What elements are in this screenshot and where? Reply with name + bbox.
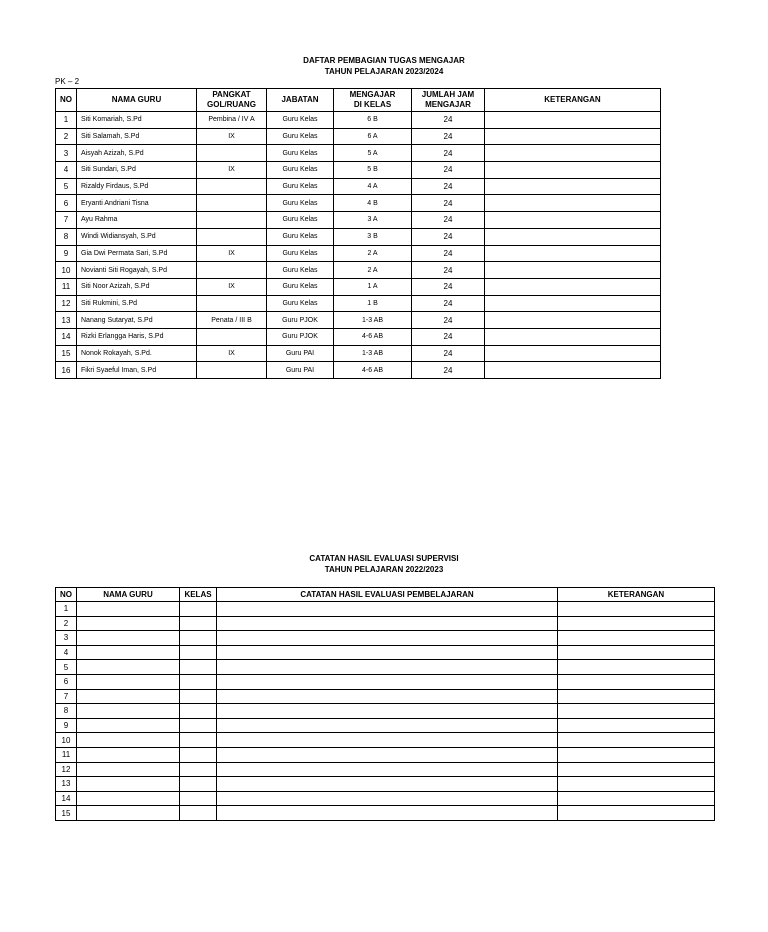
table-row: [56, 195, 661, 212]
cell-kelas: [180, 806, 217, 821]
cell-keterangan: [485, 112, 661, 129]
supervision-title-line1: CATATAN HASIL EVALUASI SUPERVISI: [309, 554, 459, 563]
cell-nama-guru: [77, 616, 180, 631]
cell-no: 6: [56, 674, 77, 689]
cell-keterangan: [558, 762, 715, 777]
cell-catatan: [217, 762, 558, 777]
header-no: NO: [56, 89, 77, 112]
cell-nama-guru: [77, 806, 180, 821]
cell-kelas: 4 A: [334, 178, 412, 195]
cell-no: 12: [56, 295, 77, 312]
table-row: [56, 245, 661, 262]
header-jumlah-jam: [412, 89, 485, 112]
cell-catatan: [217, 806, 558, 821]
cell-jabatan: Guru Kelas: [267, 212, 334, 229]
cell-no: 8: [56, 704, 77, 719]
table-row: [56, 262, 661, 279]
teaching-assignment-body: [56, 112, 661, 379]
table-row: [56, 145, 661, 162]
cell-keterangan: [558, 806, 715, 821]
cell-nama-guru: Nanang Sutaryat, S.Pd: [77, 312, 197, 329]
cell-nama-guru: Siti Noor Azizah, S.Pd: [77, 278, 197, 295]
cell-no: 14: [56, 328, 77, 345]
table-row: [56, 777, 715, 792]
cell-catatan: [217, 616, 558, 631]
cell-kelas: 4 B: [334, 195, 412, 212]
cell-nama-guru: [77, 689, 180, 704]
table-row: [56, 631, 715, 646]
cell-keterangan: [558, 689, 715, 704]
cell-kelas: 4-6 AB: [334, 362, 412, 379]
cell-kelas: [180, 762, 217, 777]
header-mengajar-line2: DI KELAS: [353, 100, 392, 109]
table-row: [56, 602, 715, 617]
cell-kelas: 6 B: [334, 112, 412, 129]
cell-nama-guru: Aisyah Azizah, S.Pd: [77, 145, 197, 162]
cell-kelas: [180, 616, 217, 631]
cell-kelas: 1 A: [334, 278, 412, 295]
cell-no: 10: [56, 733, 77, 748]
schedule-title-line2: TAHUN PELAJARAN 2023/2024: [324, 67, 444, 76]
cell-nama-guru: [77, 762, 180, 777]
cell-no: 11: [56, 278, 77, 295]
header-kelas: KELAS: [180, 588, 217, 602]
cell-catatan: [217, 689, 558, 704]
cell-jabatan: Guru Kelas: [267, 245, 334, 262]
schedule-title-line1: DAFTAR PEMBAGIAN TUGAS MENGAJAR: [303, 56, 465, 65]
cell-kelas: 1 B: [334, 295, 412, 312]
table-row: [56, 674, 715, 689]
cell-keterangan: [558, 645, 715, 660]
table-row: [56, 689, 715, 704]
cell-keterangan: [558, 718, 715, 733]
cell-pangkat: [197, 328, 267, 345]
cell-kelas: [180, 660, 217, 675]
cell-no: 4: [56, 162, 77, 179]
cell-nama-guru: Fikri Syaeful Iman, S.Pd: [77, 362, 197, 379]
cell-nama-guru: [77, 674, 180, 689]
cell-jabatan: Guru Kelas: [267, 278, 334, 295]
cell-nama-guru: Nonok Rokayah, S.Pd.: [77, 345, 197, 362]
cell-pangkat: [197, 178, 267, 195]
cell-keterangan: [485, 228, 661, 245]
cell-kelas: 1-3 AB: [334, 312, 412, 329]
table-row: [56, 791, 715, 806]
cell-nama-guru: Rizaldy Firdaus, S.Pd: [77, 178, 197, 195]
cell-no: 2: [56, 616, 77, 631]
header-pangkat-line2: GOL/RUANG: [207, 100, 256, 109]
cell-kelas: [180, 733, 217, 748]
cell-catatan: [217, 718, 558, 733]
cell-kelas: 3 A: [334, 212, 412, 229]
cell-nama-guru: [77, 660, 180, 675]
cell-keterangan: [485, 245, 661, 262]
table-row: [56, 718, 715, 733]
table-row: [56, 128, 661, 145]
cell-jabatan: Guru Kelas: [267, 295, 334, 312]
table-row: [56, 806, 715, 821]
cell-nama-guru: [77, 791, 180, 806]
cell-kelas: 2 A: [334, 245, 412, 262]
header-nama-guru: NAMA GURU: [77, 588, 180, 602]
cell-keterangan: [558, 704, 715, 719]
table-row: [56, 616, 715, 631]
supervision-title: [0, 553, 768, 575]
cell-pangkat: [197, 262, 267, 279]
cell-no: 9: [56, 245, 77, 262]
cell-jumlah-jam: 24: [412, 228, 485, 245]
cell-jumlah-jam: 24: [412, 162, 485, 179]
cell-keterangan: [485, 145, 661, 162]
cell-jabatan: Guru Kelas: [267, 195, 334, 212]
cell-kelas: 5 A: [334, 145, 412, 162]
header-pangkat-line1: PANGKAT: [212, 90, 251, 99]
cell-nama-guru: [77, 747, 180, 762]
cell-keterangan: [558, 616, 715, 631]
cell-kelas: [180, 704, 217, 719]
cell-keterangan: [558, 660, 715, 675]
cell-no: 11: [56, 747, 77, 762]
cell-pangkat: [197, 295, 267, 312]
cell-nama-guru: [77, 704, 180, 719]
table-row: [56, 178, 661, 195]
table-row: [56, 295, 661, 312]
cell-pangkat: Pembina / IV A: [197, 112, 267, 129]
cell-jumlah-jam: 24: [412, 112, 485, 129]
cell-no: 1: [56, 602, 77, 617]
cell-jumlah-jam: 24: [412, 178, 485, 195]
schedule-title: [0, 55, 768, 77]
cell-pangkat: [197, 212, 267, 229]
cell-nama-guru: Eryanti Andriani Tisna: [77, 195, 197, 212]
cell-nama-guru: Siti Komariah, S.Pd: [77, 112, 197, 129]
cell-pangkat: [197, 228, 267, 245]
supervision-title-line2: TAHUN PELAJARAN 2022/2023: [324, 565, 444, 574]
cell-jabatan: Guru Kelas: [267, 162, 334, 179]
cell-pangkat: IX: [197, 345, 267, 362]
cell-keterangan: [558, 674, 715, 689]
header-pangkat: [197, 89, 267, 112]
cell-kelas: 3 B: [334, 228, 412, 245]
cell-pangkat: IX: [197, 128, 267, 145]
cell-catatan: [217, 674, 558, 689]
cell-nama-guru: Siti Sundari, S.Pd: [77, 162, 197, 179]
cell-catatan: [217, 602, 558, 617]
cell-no: 3: [56, 145, 77, 162]
table-row: [56, 228, 661, 245]
cell-jabatan: Guru Kelas: [267, 145, 334, 162]
cell-keterangan: [485, 178, 661, 195]
cell-jabatan: Guru PAI: [267, 345, 334, 362]
cell-no: 7: [56, 689, 77, 704]
document-code: PK – 2: [55, 77, 80, 86]
cell-nama-guru: Gia Dwi Permata Sari, S.Pd: [77, 245, 197, 262]
table-row: [56, 660, 715, 675]
cell-pangkat: IX: [197, 162, 267, 179]
supervision-evaluation-body: [56, 602, 715, 821]
table-row: [56, 112, 661, 129]
cell-keterangan: [558, 791, 715, 806]
table-row: [56, 312, 661, 329]
cell-keterangan: [485, 262, 661, 279]
cell-catatan: [217, 777, 558, 792]
cell-keterangan: [485, 295, 661, 312]
header-mengajar-line1: MENGAJAR: [349, 90, 396, 99]
cell-no: 15: [56, 345, 77, 362]
cell-jumlah-jam: 24: [412, 262, 485, 279]
cell-no: 12: [56, 762, 77, 777]
cell-no: 16: [56, 362, 77, 379]
cell-catatan: [217, 733, 558, 748]
cell-nama-guru: Windi Widiansyah, S.Pd: [77, 228, 197, 245]
cell-jabatan: Guru PAI: [267, 362, 334, 379]
cell-no: 1: [56, 112, 77, 129]
cell-kelas: [180, 747, 217, 762]
cell-jumlah-jam: 24: [412, 278, 485, 295]
cell-kelas: 1-3 AB: [334, 345, 412, 362]
header-catatan: CATATAN HASIL EVALUASI PEMBELAJARAN: [217, 588, 558, 602]
cell-no: 14: [56, 791, 77, 806]
cell-no: 4: [56, 645, 77, 660]
table-row: [56, 362, 661, 379]
cell-pangkat: [197, 362, 267, 379]
cell-jabatan: Guru Kelas: [267, 262, 334, 279]
table-row: [56, 645, 715, 660]
cell-keterangan: [558, 747, 715, 762]
cell-kelas: 4-6 AB: [334, 328, 412, 345]
cell-kelas: [180, 718, 217, 733]
cell-jumlah-jam: 24: [412, 312, 485, 329]
cell-nama-guru: Siti Rukmini, S.Pd: [77, 295, 197, 312]
cell-no: 5: [56, 660, 77, 675]
cell-kelas: 5 B: [334, 162, 412, 179]
supervision-evaluation-table: [55, 587, 715, 821]
header-jabatan: JABATAN: [267, 89, 334, 112]
cell-catatan: [217, 791, 558, 806]
cell-jumlah-jam: 24: [412, 212, 485, 229]
cell-pangkat: Penata / III B: [197, 312, 267, 329]
cell-nama-guru: [77, 718, 180, 733]
cell-nama-guru: Novianti Siti Rogayah, S.Pd: [77, 262, 197, 279]
cell-catatan: [217, 704, 558, 719]
table-row: [56, 747, 715, 762]
cell-keterangan: [485, 345, 661, 362]
cell-pangkat: IX: [197, 245, 267, 262]
cell-pangkat: [197, 145, 267, 162]
table-row: [56, 328, 661, 345]
cell-nama-guru: Rizki Erlangga Haris, S.Pd: [77, 328, 197, 345]
cell-kelas: [180, 602, 217, 617]
table-row: [56, 212, 661, 229]
table-row: [56, 162, 661, 179]
cell-keterangan: [485, 195, 661, 212]
cell-kelas: [180, 689, 217, 704]
cell-keterangan: [558, 733, 715, 748]
cell-nama-guru: [77, 645, 180, 660]
cell-no: 5: [56, 178, 77, 195]
teaching-assignment-table: [55, 88, 661, 379]
cell-keterangan: [485, 312, 661, 329]
cell-catatan: [217, 645, 558, 660]
cell-jabatan: Guru PJOK: [267, 328, 334, 345]
cell-catatan: [217, 660, 558, 675]
cell-jabatan: Guru Kelas: [267, 228, 334, 245]
cell-kelas: 2 A: [334, 262, 412, 279]
cell-pangkat: [197, 195, 267, 212]
cell-no: 9: [56, 718, 77, 733]
cell-nama-guru: [77, 602, 180, 617]
cell-nama-guru: [77, 733, 180, 748]
cell-no: 13: [56, 777, 77, 792]
cell-jumlah-jam: 24: [412, 328, 485, 345]
header-no: NO: [56, 588, 77, 602]
cell-keterangan: [558, 777, 715, 792]
table-row: [56, 704, 715, 719]
cell-jabatan: Guru PJOK: [267, 312, 334, 329]
cell-nama-guru: Siti Salamah, S.Pd: [77, 128, 197, 145]
cell-no: 15: [56, 806, 77, 821]
cell-keterangan: [485, 362, 661, 379]
cell-jumlah-jam: 24: [412, 345, 485, 362]
header-keterangan: KETERANGAN: [558, 588, 715, 602]
table-row: [56, 762, 715, 777]
cell-kelas: [180, 645, 217, 660]
cell-no: 3: [56, 631, 77, 646]
cell-kelas: [180, 674, 217, 689]
cell-keterangan: [485, 212, 661, 229]
cell-no: 13: [56, 312, 77, 329]
cell-jumlah-jam: 24: [412, 362, 485, 379]
table-header-row: [56, 89, 661, 112]
cell-jumlah-jam: 24: [412, 295, 485, 312]
cell-pangkat: IX: [197, 278, 267, 295]
cell-jabatan: Guru Kelas: [267, 112, 334, 129]
cell-keterangan: [485, 162, 661, 179]
cell-keterangan: [558, 602, 715, 617]
cell-kelas: [180, 777, 217, 792]
cell-keterangan: [485, 278, 661, 295]
cell-no: 6: [56, 195, 77, 212]
cell-jumlah-jam: 24: [412, 128, 485, 145]
cell-kelas: [180, 631, 217, 646]
header-jumlah-line1: JUMLAH JAM: [421, 90, 475, 99]
table-row: [56, 278, 661, 295]
cell-nama-guru: [77, 777, 180, 792]
cell-kelas: [180, 791, 217, 806]
cell-catatan: [217, 631, 558, 646]
cell-jabatan: Guru Kelas: [267, 128, 334, 145]
table-row: [56, 733, 715, 748]
cell-kelas: 6 A: [334, 128, 412, 145]
cell-no: 8: [56, 228, 77, 245]
header-keterangan: KETERANGAN: [485, 89, 661, 112]
cell-catatan: [217, 747, 558, 762]
cell-jumlah-jam: 24: [412, 145, 485, 162]
cell-keterangan: [485, 328, 661, 345]
header-mengajar: [334, 89, 412, 112]
table-row: [56, 345, 661, 362]
header-nama-guru: NAMA GURU: [77, 89, 197, 112]
cell-jumlah-jam: 24: [412, 245, 485, 262]
cell-nama-guru: [77, 631, 180, 646]
cell-no: 2: [56, 128, 77, 145]
cell-nama-guru: Ayu Rahma: [77, 212, 197, 229]
cell-jumlah-jam: 24: [412, 195, 485, 212]
table-header-row: [56, 588, 715, 602]
cell-no: 7: [56, 212, 77, 229]
cell-no: 10: [56, 262, 77, 279]
cell-keterangan: [558, 631, 715, 646]
header-jumlah-line2: MENGAJAR: [425, 100, 471, 109]
cell-jabatan: Guru Kelas: [267, 178, 334, 195]
cell-keterangan: [485, 128, 661, 145]
